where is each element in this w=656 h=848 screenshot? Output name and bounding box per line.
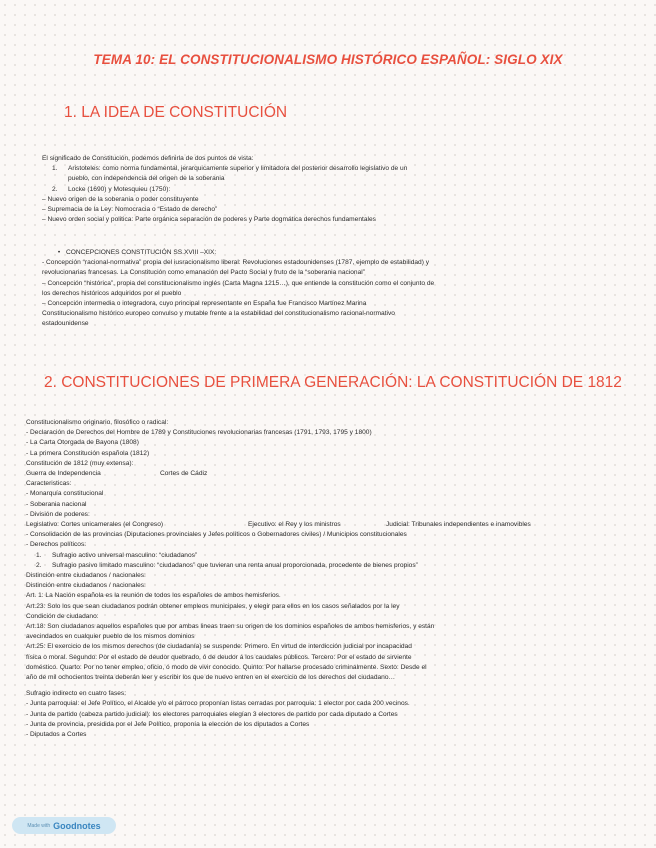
- dash-item: – Supremacia de la Ley: Nomocracia o “Estado de derecho”: [42, 206, 218, 214]
- dash-item: – Nuevo origen de la soberania o poder constituyente: [42, 195, 199, 203]
- concept-line: - Concepción “racional-normativa” propia del iusracionalismo liberal: Revoluciones estadounidenses (1787, ejemplo de estabilidad) y: [42, 259, 430, 267]
- text-line: Distinción entre ciudadanos / nacionales:: [26, 572, 146, 580]
- text-line: Sufragio indirecto en cuatro fases:: [26, 690, 127, 698]
- text-line: Caracteristicas:: [26, 480, 72, 488]
- list-item: 1. Sufragio activo universal masculino: “ciudadanos”: [36, 551, 198, 559]
- text-line: Art.18: Son ciudadanos aquellos españoles que por ambas lineas traen su origen de los dominios españoles de ambos hemisferios, y están: [26, 623, 435, 631]
- text-line: - Derechos políticos:: [26, 541, 87, 549]
- text-line: Art.23: Solo los que sean ciudadanos podrán obtener empleos municipales, y elegir para ellos en los casos señalados por la ley: [26, 602, 400, 610]
- text-line: - Monarquía constitucional: [26, 490, 104, 498]
- list-item: 1. Aristoteles: como norma fundamental, jerarquicamente superior y limitadora del posterior desarrollo legislativo de un: [52, 165, 408, 173]
- text-line: - Declaración de Derechos del Hombre de 1789 y Constituciones revolucionarias francesas (1791, 1793, 1795 y 1800): [26, 429, 372, 437]
- text-line: - Junta de partido (cabeza partido judicial): los electores parroquiales elegían 3 electores de partido por cada diputado a Cortes: [26, 710, 398, 718]
- goodnotes-badge[interactable]: [12, 817, 116, 834]
- intro-text: El significado de Constitución, podemos definirla de dos puntos de vista:: [42, 155, 254, 162]
- page-title: TEMA 10: EL CONSTITUCIONALISMO HISTÓRICO ESPAÑOL: SIGLO XIX: [93, 52, 563, 67]
- text-line: doméstico. Quarto: Por no tener empleo, oficio, ó modo de vivir conocido. Quinto: Por hallarse procesado criminalmente. Sexto: Desde el: [26, 663, 427, 671]
- concept-line: – Concepción intermedia o integradora, cuyo principal representante en España fue Francisco Martínez Marina: [42, 300, 367, 308]
- bullet-heading: • CONCEPCIONES CONSTITUCIÓN SS.XVIII –XIX:: [57, 249, 217, 256]
- text-line: año de mil ochocientos treinta deberán leer y escribir los que de nuevo entren en el exercicio de los derechos del ciudadano…: [26, 674, 396, 682]
- section-1-heading: 1. LA IDEA DE CONSTITUCIÓN: [64, 104, 288, 121]
- text-line: Art. 1: La Nación española es la reunión de todos los españoles de ambos hemisferios.: [26, 592, 281, 600]
- text-line: Distinción entre ciudadanos / nacionales:: [26, 582, 146, 590]
- concept-line: revolucionarias francesas. La Constitución como emanación del Pacto Social y fruto de la “soberania nacional”: [42, 269, 365, 277]
- text-line: - Soberania nacional: [26, 500, 87, 508]
- list-item: 2. Locke (1690) y Motesquieu (1750):: [52, 185, 171, 193]
- text-line: - Diputados a Cortes: [26, 731, 87, 739]
- guerra-row: Guerra de Independencia Cortes de Cádiz: [26, 470, 208, 478]
- section-1-definition: [42, 154, 614, 225]
- text-line: - La Carta Otorgada de Bayona (1808): [26, 439, 139, 447]
- concept-line: – Concepción “histórica”, propia del constitucionalismo inglés (Carta Magna 1215…), que entiende la constitución como el conjunto de: [42, 279, 435, 287]
- text-line: Art.25: El exercicio de los mismos derechos (de ciudadanía) se suspende: Primero. En virtud de interdicción judicial por incapacidad: [26, 643, 412, 651]
- text-line: - Consolidación de las provincias (Diputaciones provinciales y Jefes políticos o Gobernadores civiles) / Municipios constitucionales: [26, 531, 407, 539]
- text-line: - Junta de provincia, presidida por el Jefe Político, proponía la elección de los diputados a Cortes: [26, 720, 310, 728]
- text-line: - Junta parroquial: el Jefe Político, el Alcalde y/o el párroco proponían listas cerradas por parroquia: 1 elector por cada 200 vecinos.: [26, 700, 410, 708]
- text-line: - División de poderes:: [26, 510, 90, 518]
- text-line: Constitución de 1812 (muy extensa):: [26, 459, 134, 467]
- section-1-concepciones: [42, 248, 614, 330]
- concept-line: estadounidense: [42, 320, 89, 328]
- list-item: 2. Sufragio pasivo limitado masculino: “ciudadanos” que tuvieran una renta anual proporcionada, procedente de bienes propios”: [36, 561, 418, 569]
- text-line: - La primera Constitución española (1812): [26, 449, 150, 457]
- badge-brand-text: Goodnotes: [53, 820, 101, 831]
- section-2-heading: 2. CONSTITUCIONES DE PRIMERA GENERACIÓN: LA CONSTITUCIÓN DE 1812: [44, 374, 622, 391]
- badge-small-text: Made with: [27, 822, 51, 829]
- text-line: Condición de ciudadano:: [26, 612, 99, 620]
- concept-line: Constitucionalismo histórico europeo convulso y mutable frente a la estabilidad del constitucionalismo racional-normativo: [42, 310, 395, 318]
- dash-item: – Nuevo orden social y politica: Parte orgánica separación de poderes y Parte dogmática derechos fundamentales: [42, 216, 376, 224]
- concept-line: los derechos históricos adquiridos por el pueblo: [42, 289, 182, 297]
- section-2-body: [26, 418, 616, 740]
- text-line: avecindados en cualquier pueblo de los mismos dominios: [26, 633, 195, 641]
- text-line: Constitucionalismo originario, filosófico o radical:: [26, 419, 169, 426]
- text-line: física o moral. Segundo: Por el estado de deudor quebrado, ó de deudor á los caudales públicos. Tercero: Por el estado de sirviente: [26, 653, 412, 661]
- list-item: pueblo, con independencia del origen de la soberania: [68, 175, 225, 183]
- poderes-row: Legislativo: Cortes unicamerales (el Congreso) Ejecutivo: el Rey y los ministros Judicial: Tribunales independientes e inamovibles: [26, 521, 531, 529]
